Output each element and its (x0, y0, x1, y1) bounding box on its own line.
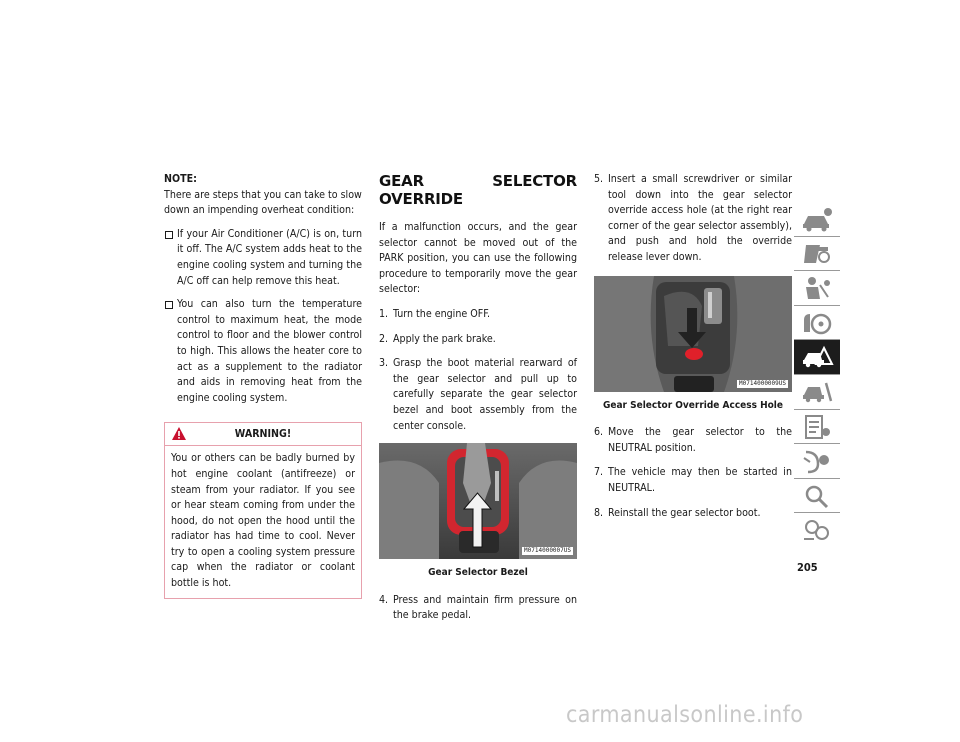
chapter-tabs (794, 202, 840, 548)
checklist-icon (800, 414, 834, 440)
checkbox-bullet-icon (165, 231, 173, 239)
tab-technical[interactable] (794, 410, 840, 445)
step-item (379, 332, 577, 348)
override-access-hole-image (594, 276, 792, 392)
override-access-hole-photo (594, 276, 792, 392)
step-number: 3. (379, 357, 389, 370)
tab-emergencies[interactable] (794, 340, 840, 375)
step-number: 4. (379, 593, 389, 606)
gear-selector-bezel-photo (379, 443, 577, 559)
step-text: The vehicle may then be started in NEUTRAL. (608, 466, 792, 494)
warning-text: You or others can be badly burned by hot engine coolant (antifreeze) or steam from your radiator. If you see or hear steam coming from under the hood, do not open the hood until the radiator has had time to cool. Never try to open a cooling system pressure cap when the radiator or coolant bottle is hot. (171, 452, 355, 590)
languages-icon (800, 517, 834, 543)
tab-safety[interactable] (794, 271, 840, 306)
gear-selector-bezel-image (379, 443, 577, 559)
watermark: carmanualsonline.info (566, 702, 804, 728)
step-number: 8. (594, 506, 604, 519)
step-text: Reinstall the gear selector boot. (608, 506, 761, 519)
step-number: 2. (379, 332, 389, 345)
step-text: Move the gear selector to the NEUTRAL position. (608, 426, 792, 454)
bullet-item (164, 227, 362, 289)
section-heading: GEAR SELECTOR OVERRIDE (379, 172, 577, 208)
note-text: There are steps that you can take to slow down an impending overheat condition: (164, 188, 362, 217)
step-number: 1. (379, 307, 389, 320)
checkbox-bullet-icon (165, 301, 173, 309)
search-icon (800, 483, 834, 509)
step-text: Apply the park brake. (393, 332, 496, 345)
step-item (379, 307, 577, 323)
media-icon (800, 448, 834, 474)
step-item (594, 465, 792, 496)
tab-languages[interactable] (794, 513, 840, 548)
tab-vehicle-info[interactable] (794, 202, 840, 237)
tab-multimedia[interactable] (794, 444, 840, 479)
step-item (594, 425, 792, 456)
warning-box (164, 422, 362, 598)
warning-header (165, 423, 361, 446)
right-column (594, 172, 792, 521)
roadside-warning-icon (800, 344, 834, 370)
figure-code: M0714000007US (524, 547, 571, 555)
note-title: NOTE: (164, 173, 197, 185)
left-column (164, 172, 362, 599)
step-item (379, 356, 577, 434)
intro-text: If a malfunction occurs, and the gear selector cannot be moved out of the PARK position, you can use the following procedure to temporarily move the gear selector: (379, 221, 577, 296)
warning-title: WARNING! (234, 428, 292, 441)
figure-caption: Gear Selector Override Access Hole (603, 399, 783, 411)
step-item (594, 506, 792, 522)
car-key-icon (800, 241, 834, 267)
step-number: 7. (594, 466, 604, 479)
step-text: Turn the engine OFF. (393, 307, 491, 320)
bullet-item (164, 297, 362, 406)
warning-triangle-icon (171, 426, 187, 441)
tab-index[interactable] (794, 479, 840, 514)
service-car-icon (800, 379, 834, 405)
step-number: 5. (594, 173, 604, 185)
bullet-text: If your Air Conditioner (A/C) is on, turn it off. The A/C system adds heat to the engine cooling system and turning the A/C off can help remove this heat. (177, 227, 362, 287)
step-text: Insert a small screwdriver or similar tool down into the gear selector override access hole (at the right rear corner of the gear selector assembly), and push and hold the override release lever down. (608, 173, 792, 263)
step-item (594, 172, 792, 266)
tab-servicing[interactable] (794, 375, 840, 410)
step-text: Grasp the boot material rearward of the gear selector and pull up to carefully separate the gear selector bezel and boot assembly from the center console. (393, 357, 577, 432)
step-item (379, 593, 577, 624)
seat-belt-icon (800, 275, 834, 301)
car-info-icon (800, 206, 834, 232)
figure-caption: Gear Selector Bezel (428, 567, 528, 579)
steering-wheel-icon (800, 310, 834, 336)
tab-driving[interactable] (794, 306, 840, 341)
tab-getting-to-know[interactable] (794, 237, 840, 272)
step-number: 6. (594, 426, 604, 439)
step-text: Press and maintain firm pressure on the brake pedal. (393, 593, 577, 622)
page-number: 205 (797, 561, 818, 574)
figure-code: M0714000009US (739, 379, 786, 387)
bullet-text: You can also turn the temperature control to maximum heat, the mode control to floor and the blower control to high. This allows the heater core to act as a supplement to the radiator and aids in removing heat from the engine cooling system. (177, 298, 362, 404)
middle-column (379, 172, 577, 624)
